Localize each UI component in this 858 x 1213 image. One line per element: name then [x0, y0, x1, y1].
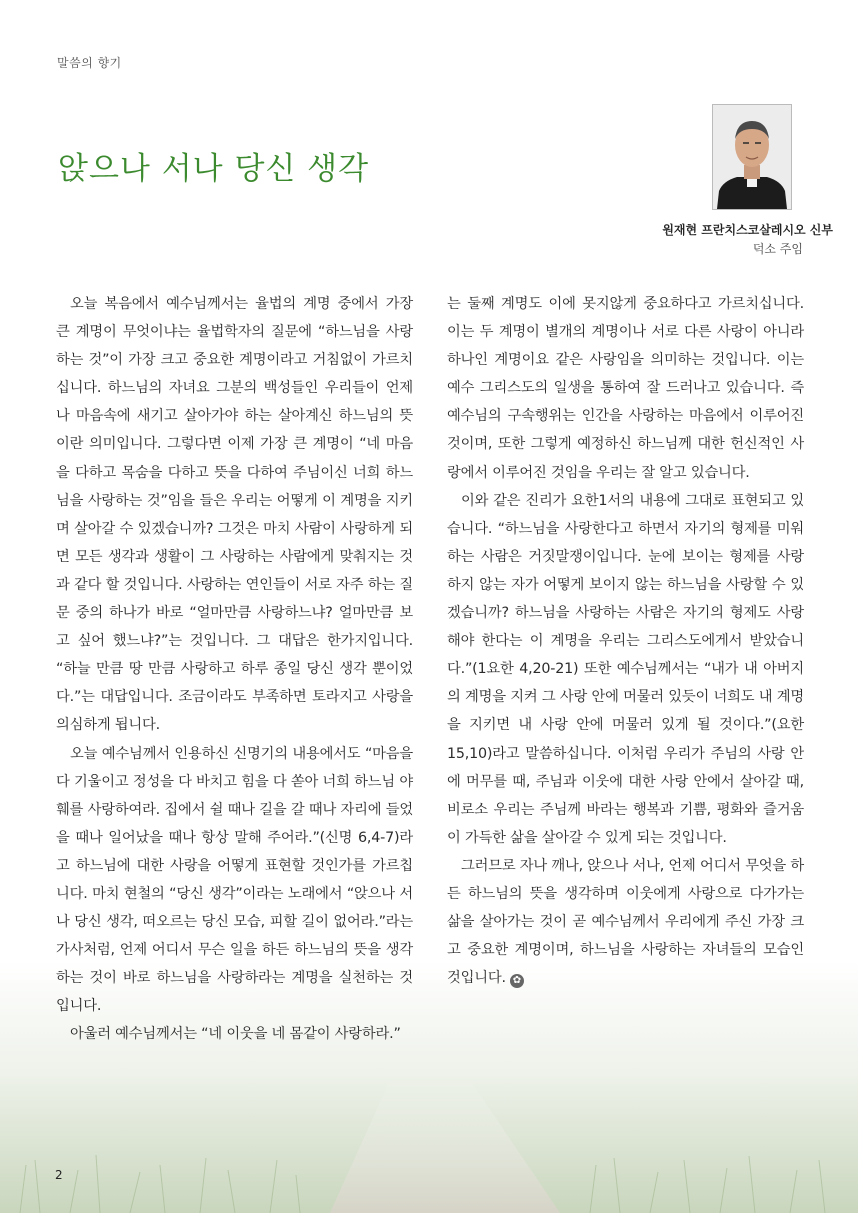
paragraph: 오늘 복음에서 예수님께서는 율법의 계명 중에서 가장 큰 계명이 무엇이냐는 율법학자의 질문에 “하느님을 사랑하는 것”이 가장 크고 중요한 계명이라고 거침없이 가르치십니다. 하느님의 자녀요 그분의 백성들인 우리들이 언제나 마음속에 새기고 살아가야 하는 살아계신 하느님의 뜻이란 의미입니다. 그렇다면 이제 가장 큰 계명이 “네 마음을 다하고 목숨을 다하고 뜻을 다하여 주님이신 너희 하느님을 사랑하는 것”임을 들은 우리는 어떻게 이 계명을 지키며 살아갈 수 있겠습니까? 그것은 마치 사람이 사랑하게 되면 모든 생각과 생활이 그 사랑하는 사람에게 맞춰지는 것과 같다 할 것입니다. 사랑하는 연인들이 서로 자주 하는 질문 중의 하나가 바로 “얼마만큼 사랑하느냐? 얼마만큼 보고 싶어 했느냐?”는 것입니다. 그 대답은 한가지입니다. “하늘 만큼 땅 만큼 사랑하고 하루 종일 당신 생각 뿐이었다.”는 대답입니다. 조금이라도 부족하면 토라지고 사랑을 의심하게 됩니다.	[56, 296, 413, 734]
author-credit	[662, 221, 833, 257]
paragraph: 는 둘째 계명도 이에 못지않게 중요하다고 가르치십니다. 이는 두 계명이 별개의 계명이나 서로 다른 사랑이 아니라 하나인 계명이요 같은 사랑임을 의미하는 것입니다. 이는 예수 그리스도의 일생을 통하여 잘 드러나고 있습니다. 즉 예수님의 구속행위는 인간을 사랑하는 마음에서 이루어진 것이며, 또한 그렇게 예정하신 하느님께 대한 헌신적인 사랑에서 이루어진 것임을 우리는 잘 알고 있습니다.	[447, 296, 804, 481]
portrait-image	[713, 105, 791, 209]
author-name: 원재현 프란치스코살레시오 신부	[662, 223, 833, 237]
article-title: 앉으나 서나 당신 생각	[58, 151, 370, 187]
right-text-column	[447, 290, 804, 992]
section-label: 말씀의 향기	[57, 56, 122, 70]
page-number: 2	[55, 1168, 63, 1182]
author-photo	[712, 104, 792, 210]
paragraph-text: 그러므로 자나 깨나, 앉으나 서나, 언제 어디서 무엇을 하든 하느님의 뜻을 생각하며 이웃에게 사랑으로 다가가는 삶을 살아가는 것이 곧 예수님께서 우리에게 주신 가장 크고 중요한 계명이며, 하느님을 사랑하는 자녀들의 모습인 것입니다.	[447, 857, 804, 987]
paragraph: 오늘 예수님께서 인용하신 신명기의 내용에서도 “마음을 다 기울이고 정성을 다 바치고 힘을 다 쏟아 너희 하느님 야훼를 사랑하여라. 집에서 쉴 때나 길을 갈 때나 자리에 들었을 때나 일어났을 때나 항상 말해 주어라.”(신명 6,4-7)라고 하느님에 대한 사랑을 어떻게 표현할 것인가를 가르칩니다. 마치 현철의 “당신 생각”이라는 노래에서 “앉으나 서나 당신 생각, 떠오르는 당신 모습, 피할 길이 없어라.”라는 가사처럼, 언제 어디서 무슨 일을 하든 하느님의 뜻을 생각하는 것이 바로 하느님을 사랑하라는 계명을 실천하는 것입니다.	[56, 745, 413, 1015]
left-text-column	[56, 290, 413, 1049]
paragraph: 아울러 예수님께서는 “네 이웃을 네 몸같이 사랑하라.”	[70, 1026, 401, 1043]
end-mark-icon: ✿	[510, 974, 524, 988]
author-role: 덕소 주임	[752, 242, 803, 256]
paragraph-final	[447, 852, 804, 992]
paragraph: 이와 같은 진리가 요한1서의 내용에 그대로 표현되고 있습니다. “하느님을 사랑한다고 하면서 자기의 형제를 미워하는 사람은 거짓말쟁이입니다. 눈에 보이는 형제를 사랑하지 않는 자가 어떻게 보이지 않는 하느님을 사랑할 수 있겠습니까? 하느님을 사랑하는 사람은 자기의 형제도 사랑해야 한다는 이 계명을 우리는 그리스도에게서 받았습니다.”(1요한 4,20-21) 또한 예수님께서는 “내가 내 아버지의 계명을 지켜 그 사랑 안에 머물러 있듯이 너희도 내 계명을 지키면 내 사랑 안에 머물러 있게 될 것이다.”(요한 15,10)라고 말씀하십니다. 이처럼 우리가 주님의 사랑 안에 머무를 때, 주님과 이웃에 대한 사랑 안에서 살아갈 때, 비로소 우리는 주님께 바라는 행복과 기쁨, 평화와 즐거움이 가득한 삶을 살아갈 수 있게 되는 것입니다.	[447, 492, 804, 846]
